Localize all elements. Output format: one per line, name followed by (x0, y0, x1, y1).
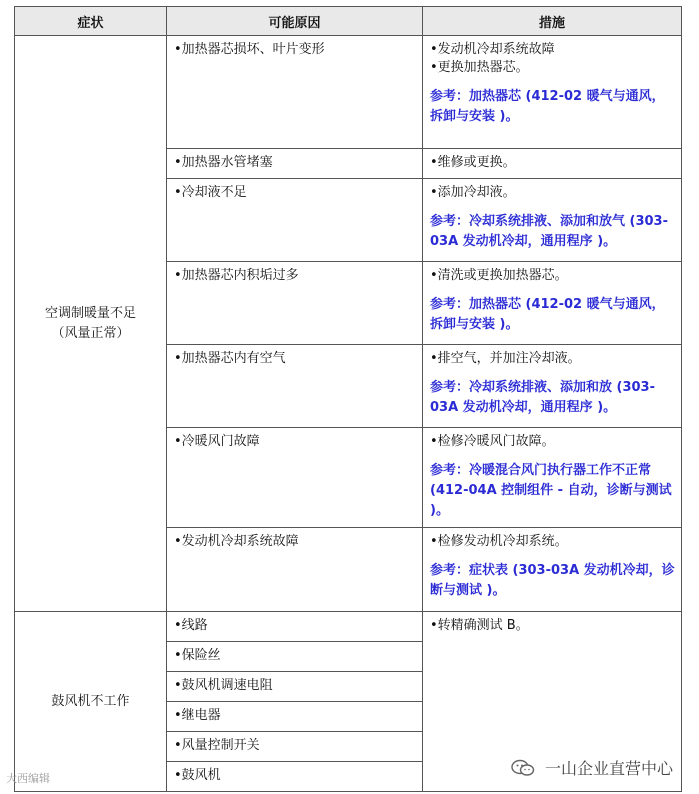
action-cell (423, 149, 682, 179)
cause-cell (167, 428, 423, 528)
cause-cell (167, 642, 423, 672)
action-cell (423, 179, 682, 262)
action-item: • 发动机冷却系统故障 (430, 41, 675, 59)
cause-item: • 鼓风机 (174, 767, 416, 785)
cause-cell (167, 732, 423, 762)
cause-item: • 线路 (174, 617, 416, 635)
symptom-label: 鼓风机不工作 (51, 693, 130, 709)
action-item: • 转精确测试 B。 (430, 617, 675, 635)
cause-cell (167, 762, 423, 792)
header-symptom: 症状 (15, 7, 167, 36)
header-cause: 可能原因 (167, 7, 423, 36)
cause-item: • 发动机冷却系统故障 (174, 533, 416, 551)
reference-link[interactable]: 参考：冷暖混合风门执行器工作不正常 (412-04A 控制组件 - 自动，诊断与测试 )。 (430, 463, 672, 518)
cause-item: • 继电器 (174, 707, 416, 725)
action-item: • 检修冷暖风门故障。 (430, 433, 675, 451)
cause-item: • 加热器芯内积垢过多 (174, 267, 416, 285)
reference-link[interactable]: 参考：冷却系统排液、添加和放 (303-03A 发动机冷却，通用程序 )。 (430, 380, 655, 415)
symptom-label: 空调制暖量不足 (44, 305, 136, 321)
cause-item: • 冷却液不足 (174, 184, 416, 202)
cause-item: • 加热器水管堵塞 (174, 154, 416, 172)
symptom-sublabel: （风量正常） (51, 325, 130, 341)
cause-cell (167, 149, 423, 179)
action-cell (423, 262, 682, 345)
action-cell (423, 345, 682, 428)
cause-item: • 冷暖风门故障 (174, 433, 416, 451)
action-item: • 添加冷却液。 (430, 184, 675, 202)
action-item: • 维修或更换。 (430, 154, 675, 172)
cause-cell (167, 612, 423, 642)
symptom-cell (15, 36, 167, 612)
action-cell (423, 528, 682, 612)
table-row (15, 612, 682, 642)
action-item: • 检修发动机冷却系统。 (430, 533, 675, 551)
cause-item: • 保险丝 (174, 647, 416, 665)
action-item: • 清洗或更换加热器芯。 (430, 267, 675, 285)
cause-item: • 风量控制开关 (174, 737, 416, 755)
cause-cell (167, 179, 423, 262)
wechat-icon (511, 759, 535, 777)
reference-link[interactable]: 参考：冷却系统排液、添加和放气 (303-03A 发动机冷却，通用程序 )。 (430, 214, 668, 249)
watermark-left: 大西编辑 (6, 772, 50, 785)
cause-item: • 加热器芯损坏、叶片变形 (174, 41, 416, 59)
action-cell (423, 36, 682, 149)
diagnosis-table (14, 6, 682, 792)
header-action: 措施 (423, 7, 682, 36)
reference-link[interactable]: 参考：加热器芯 (412-02 暖气与通风，拆卸与安装 )。 (430, 89, 665, 124)
cause-cell (167, 528, 423, 612)
symptom-cell (15, 612, 167, 792)
cause-cell (167, 702, 423, 732)
action-item: • 更换加热器芯。 (430, 59, 675, 77)
cause-cell (167, 345, 423, 428)
table-row (15, 36, 682, 149)
watermark-label: 一山企业直营中心 (544, 759, 673, 778)
cause-cell (167, 672, 423, 702)
cause-item: • 鼓风机调速电阻 (174, 677, 416, 695)
action-cell (423, 428, 682, 528)
reference-link[interactable]: 参考：加热器芯 (412-02 暖气与通风，拆卸与安装 )。 (430, 297, 665, 332)
cause-cell (167, 262, 423, 345)
watermark-right (507, 754, 677, 781)
header-row (15, 7, 682, 36)
cause-item: • 加热器芯内有空气 (174, 350, 416, 368)
reference-link[interactable]: 参考：症状表 (303-03A 发动机冷却，诊断与测试 )。 (430, 563, 675, 598)
action-item: • 排空气，并加注冷却液。 (430, 350, 675, 368)
cause-cell (167, 36, 423, 149)
